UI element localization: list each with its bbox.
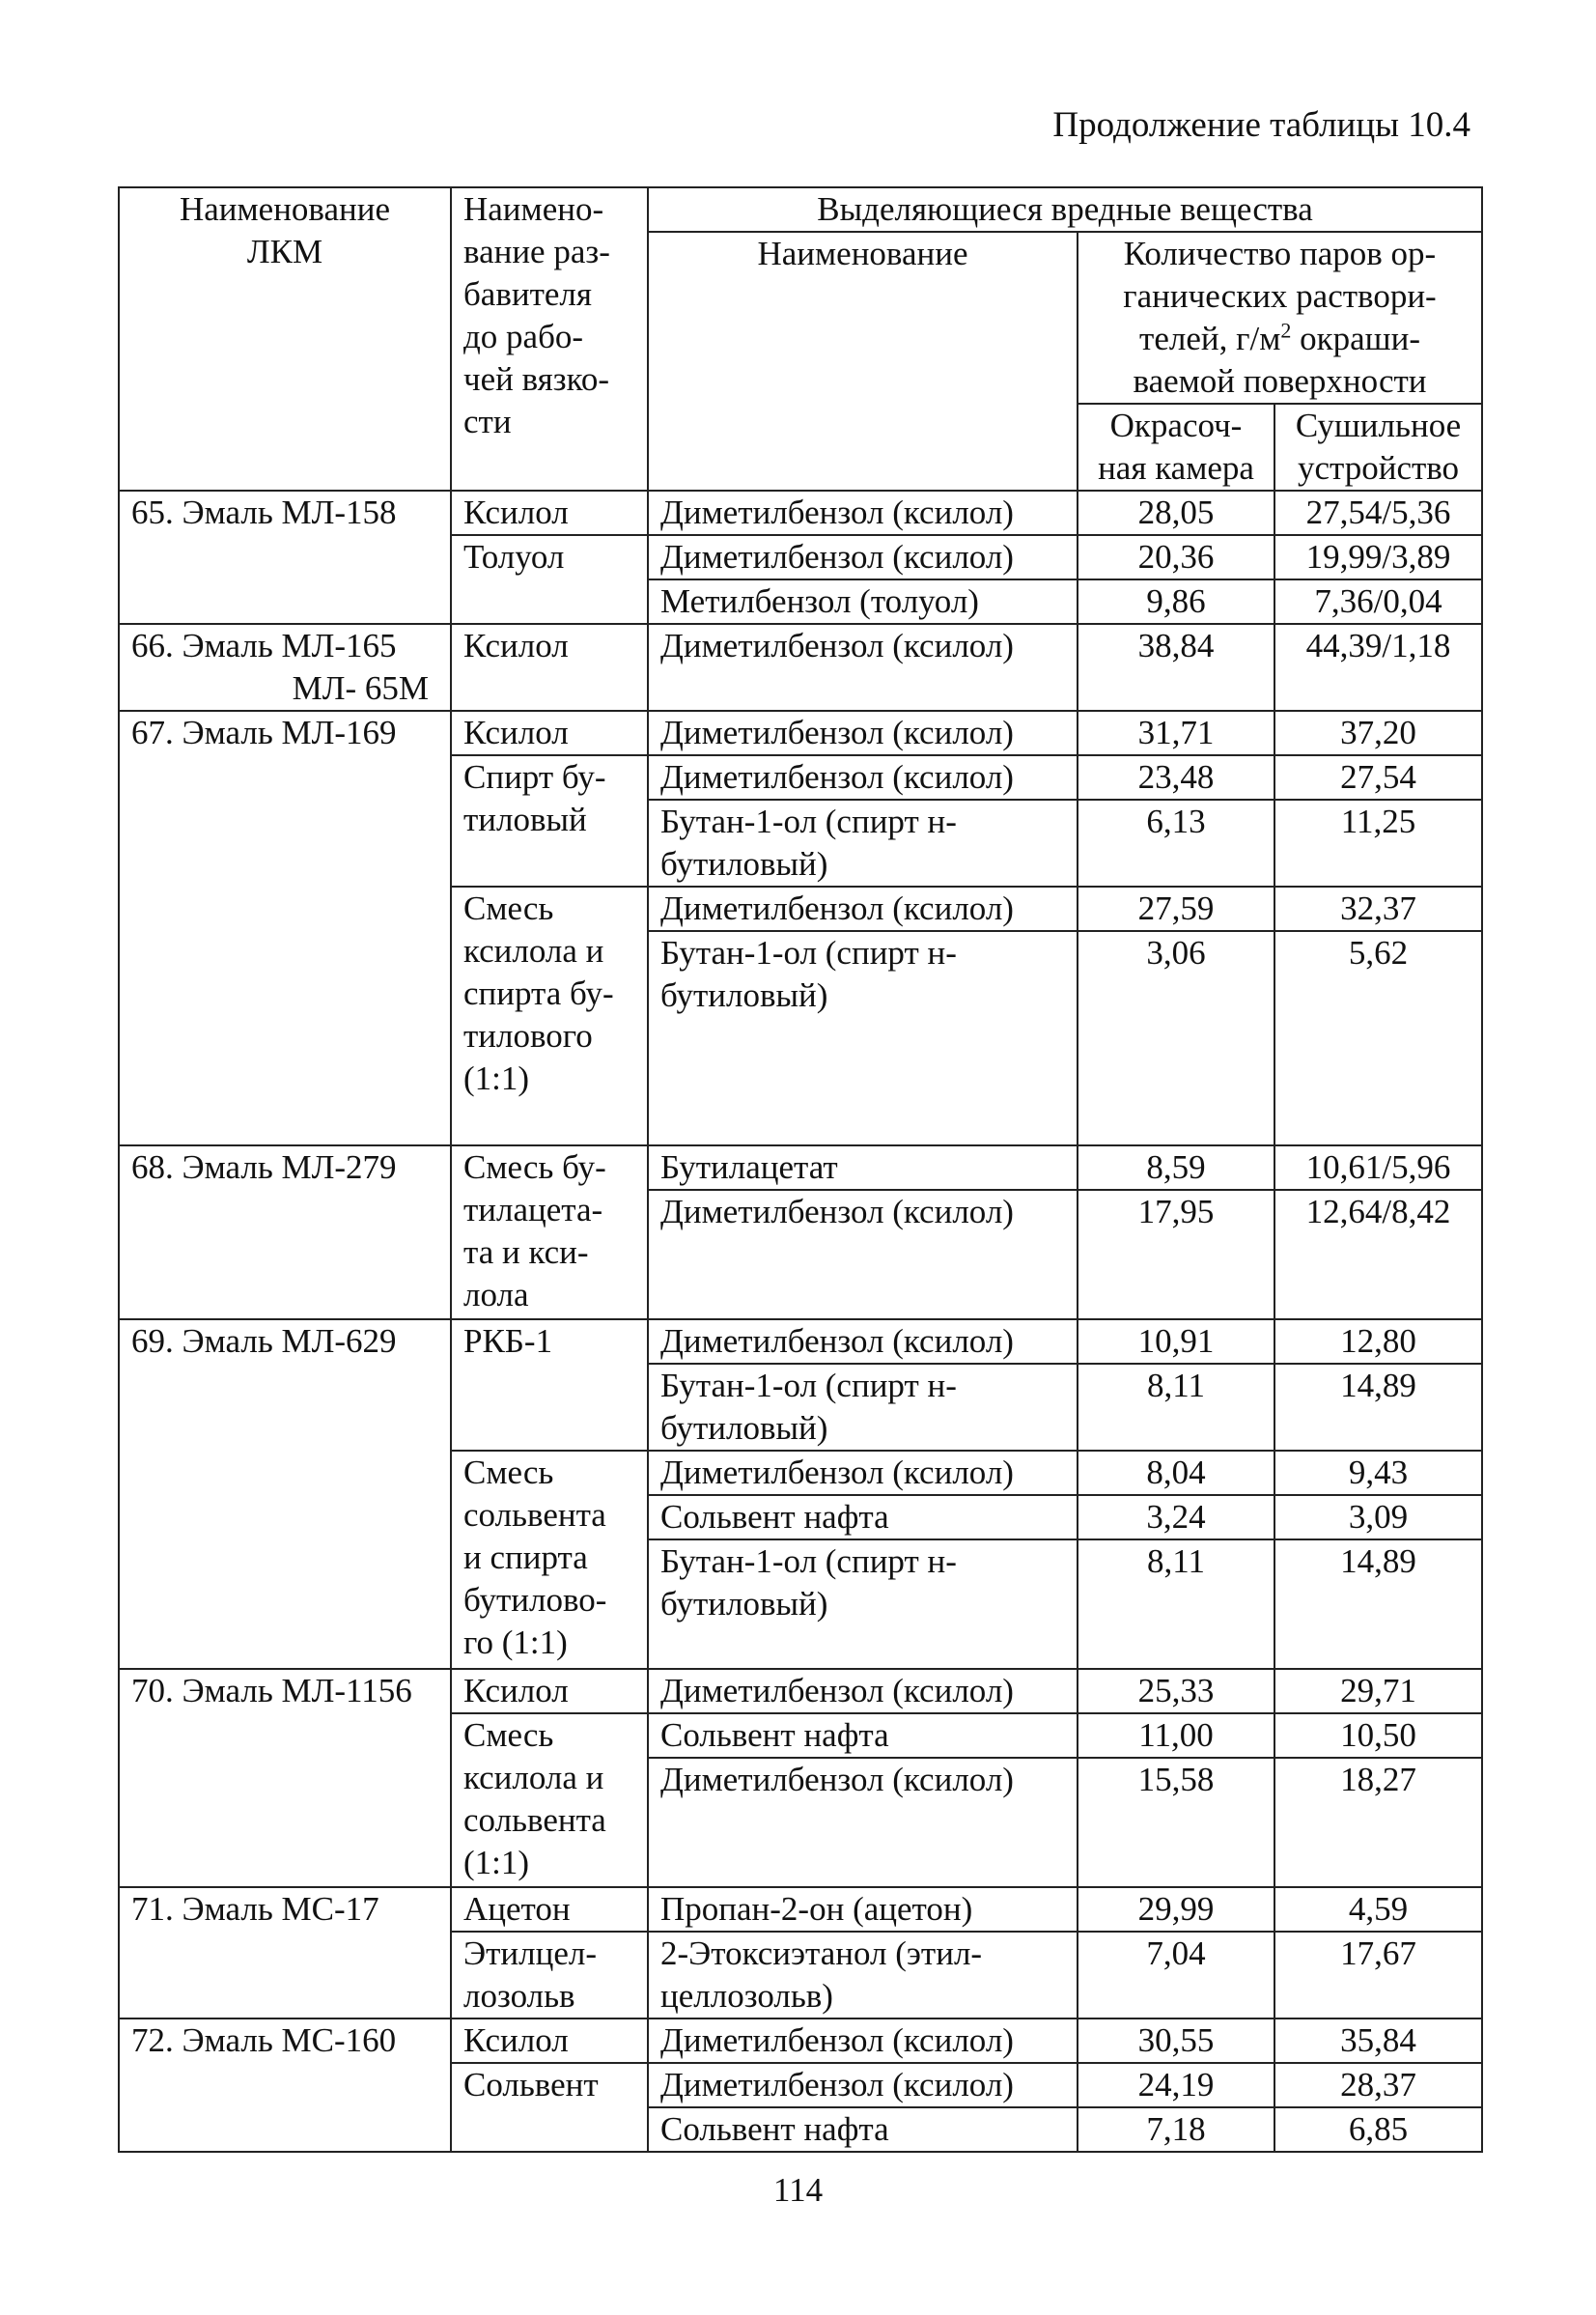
lkm-name-cell (119, 711, 451, 1145)
lkm-name: 71. Эмаль МС-17 (131, 1890, 379, 1928)
drying-device-value: 12,80 (1274, 1319, 1482, 1364)
header-vapor-quantity-text-end: окраши- ваемой поверхности (1133, 320, 1427, 400)
substance-cell: Диметилбензол (ксилол) (648, 755, 1078, 800)
lkm-name: 65. Эмаль МЛ-158 (131, 494, 397, 531)
drying-device-value: 12,64/8,42 (1274, 1190, 1482, 1319)
paint-chamber-value: 23,48 (1078, 755, 1274, 800)
paint-chamber-value: 30,55 (1078, 2019, 1274, 2063)
drying-device-value: 14,89 (1274, 1539, 1482, 1669)
drying-device-value: 32,37 (1274, 887, 1482, 931)
drying-device-value: 44,39/1,18 (1274, 624, 1482, 711)
substance-cell: Диметилбензол (ксилол) (648, 491, 1078, 535)
header-vapor-quantity (1078, 232, 1482, 404)
substance-cell: Диметилбензол (ксилол) (648, 1319, 1078, 1364)
lkm-name-cell (119, 624, 451, 711)
drying-device-value: 9,43 (1274, 1451, 1482, 1495)
substance-cell: Диметилбензол (ксилол) (648, 887, 1078, 931)
lkm-name-cell (119, 1319, 451, 1669)
solvent-emissions-table (118, 186, 1483, 2153)
paint-chamber-value: 3,24 (1078, 1495, 1274, 1539)
lkm-name: 69. Эмаль МЛ-629 (131, 1322, 397, 1360)
drying-device-value: 27,54 (1274, 755, 1482, 800)
table-row (119, 1887, 1482, 1932)
substance-cell: Диметилбензол (ксилол) (648, 1451, 1078, 1495)
header-vapor-quantity-superscript: 2 (1280, 318, 1292, 343)
header-diluent-name: Наимено- вание раз- бавителя до рабо- чей вязко- сти (451, 187, 648, 491)
lkm-name-cell (119, 1669, 451, 1887)
paint-chamber-value: 20,36 (1078, 535, 1274, 579)
paint-chamber-value: 9,86 (1078, 579, 1274, 624)
diluent-cell: Смесь ксилола и сольвента (1:1) (451, 1713, 648, 1887)
table-row (119, 2019, 1482, 2063)
paint-chamber-value: 8,11 (1078, 1364, 1274, 1451)
substance-cell: Бутилацетат (648, 1145, 1078, 1190)
drying-device-value: 3,09 (1274, 1495, 1482, 1539)
lkm-name: 68. Эмаль МЛ-279 (131, 1148, 397, 1186)
diluent-cell: Ксилол (451, 624, 648, 711)
drying-device-value: 4,59 (1274, 1887, 1482, 1932)
paint-chamber-value: 6,13 (1078, 800, 1274, 887)
substance-cell: Диметилбензол (ксилол) (648, 1669, 1078, 1713)
paint-chamber-value: 8,59 (1078, 1145, 1274, 1190)
drying-device-value: 37,20 (1274, 711, 1482, 755)
substance-cell: Диметилбензол (ксилол) (648, 2063, 1078, 2107)
paint-chamber-value: 17,95 (1078, 1190, 1274, 1319)
drying-device-value: 5,62 (1274, 931, 1482, 1145)
drying-device-value: 27,54/5,36 (1274, 491, 1482, 535)
diluent-cell: Смесь бу- тилацета- та и кси- лола (451, 1145, 648, 1319)
substance-cell: Бутан-1-ол (спирт н- бутиловый) (648, 931, 1078, 1145)
lkm-name: 66. Эмаль МЛ-165 (131, 627, 397, 664)
substance-cell: Сольвент нафта (648, 1495, 1078, 1539)
paint-chamber-value: 11,00 (1078, 1713, 1274, 1758)
paint-chamber-value: 7,18 (1078, 2107, 1274, 2152)
paint-chamber-value: 29,99 (1078, 1887, 1274, 1932)
lkm-name-continuation: МЛ- 65М (292, 669, 429, 707)
diluent-cell: Спирт бу- тиловый (451, 755, 648, 887)
substance-cell: Диметилбензол (ксилол) (648, 1190, 1078, 1319)
table-row (119, 1319, 1482, 1364)
substance-cell: 2-Этоксиэтанол (этил- целлозольв) (648, 1932, 1078, 2019)
table-row (119, 624, 1482, 711)
diluent-cell: Смесь ксилола и спирта бу- тилового (1:1) (451, 887, 648, 1145)
header-paint-chamber: Окрасоч- ная камера (1078, 404, 1274, 491)
substance-cell: Сольвент нафта (648, 1713, 1078, 1758)
paint-chamber-value: 3,06 (1078, 931, 1274, 1145)
drying-device-value: 7,36/0,04 (1274, 579, 1482, 624)
drying-device-value: 10,50 (1274, 1713, 1482, 1758)
paint-chamber-value: 38,84 (1078, 624, 1274, 711)
drying-device-value: 28,37 (1274, 2063, 1482, 2107)
header-vapor-quantity-text: Количество паров ор- ганических раствори- телей, г/м (1123, 235, 1437, 357)
paint-chamber-value: 10,91 (1078, 1319, 1274, 1364)
drying-device-value: 29,71 (1274, 1669, 1482, 1713)
diluent-cell: Ацетон (451, 1887, 648, 1932)
header-drying-device: Сушильное устройство (1274, 404, 1482, 491)
diluent-cell: Смесь сольвента и спирта бутилово- го (1:1) (451, 1451, 648, 1669)
table-row (119, 1669, 1482, 1713)
lkm-name-cell (119, 1145, 451, 1319)
paint-chamber-value: 24,19 (1078, 2063, 1274, 2107)
substance-cell: Диметилбензол (ксилол) (648, 1758, 1078, 1887)
table-row (119, 1145, 1482, 1190)
diluent-cell: РКБ-1 (451, 1319, 648, 1451)
paint-chamber-value: 25,33 (1078, 1669, 1274, 1713)
substance-cell: Бутан-1-ол (спирт н- бутиловый) (648, 1539, 1078, 1669)
paint-chamber-value: 8,04 (1078, 1451, 1274, 1495)
drying-device-value: 14,89 (1274, 1364, 1482, 1451)
lkm-name: 67. Эмаль МЛ-169 (131, 714, 397, 751)
paint-chamber-value: 31,71 (1078, 711, 1274, 755)
lkm-name: 72. Эмаль МС-160 (131, 2021, 397, 2059)
substance-cell: Бутан-1-ол (спирт н- бутиловый) (648, 800, 1078, 887)
drying-device-value: 10,61/5,96 (1274, 1145, 1482, 1190)
drying-device-value: 17,67 (1274, 1932, 1482, 2019)
table-row (119, 491, 1482, 535)
drying-device-value: 35,84 (1274, 2019, 1482, 2063)
lkm-name-cell (119, 1887, 451, 2019)
header-lkm-name: Наименование ЛКМ (119, 187, 451, 491)
paint-chamber-value: 15,58 (1078, 1758, 1274, 1887)
substance-cell: Диметилбензол (ксилол) (648, 711, 1078, 755)
drying-device-value: 6,85 (1274, 2107, 1482, 2152)
paint-chamber-value: 8,11 (1078, 1539, 1274, 1669)
paint-chamber-value: 28,05 (1078, 491, 1274, 535)
lkm-name: 70. Эмаль МЛ-1156 (131, 1672, 412, 1709)
table-row (119, 711, 1482, 755)
header-hazardous-substances: Выделяющиеся вредные вещества (648, 187, 1482, 232)
substance-cell: Диметилбензол (ксилол) (648, 624, 1078, 711)
drying-device-value: 11,25 (1274, 800, 1482, 887)
diluent-cell: Этилцел- лозольв (451, 1932, 648, 2019)
drying-device-value: 19,99/3,89 (1274, 535, 1482, 579)
drying-device-value: 18,27 (1274, 1758, 1482, 1887)
paint-chamber-value: 27,59 (1078, 887, 1274, 931)
table-caption: Продолжение таблицы 10.4 (1052, 105, 1470, 145)
table-header (119, 187, 1482, 491)
diluent-cell: Сольвент (451, 2063, 648, 2152)
substance-cell: Диметилбензол (ксилол) (648, 2019, 1078, 2063)
diluent-cell: Ксилол (451, 711, 648, 755)
header-substance-name: Наименование (648, 232, 1078, 491)
table-body (119, 491, 1482, 2152)
page-number: 114 (772, 2171, 824, 2209)
diluent-cell: Ксилол (451, 1669, 648, 1713)
substance-cell: Сольвент нафта (648, 2107, 1078, 2152)
lkm-name-cell (119, 491, 451, 624)
substance-cell: Пропан-2-он (ацетон) (648, 1887, 1078, 1932)
diluent-cell: Толуол (451, 535, 648, 624)
diluent-cell: Ксилол (451, 2019, 648, 2063)
diluent-cell: Ксилол (451, 491, 648, 535)
lkm-name-cell (119, 2019, 451, 2152)
substance-cell: Метилбензол (толуол) (648, 579, 1078, 624)
paint-chamber-value: 7,04 (1078, 1932, 1274, 2019)
substance-cell: Бутан-1-ол (спирт н- бутиловый) (648, 1364, 1078, 1451)
substance-cell: Диметилбензол (ксилол) (648, 535, 1078, 579)
